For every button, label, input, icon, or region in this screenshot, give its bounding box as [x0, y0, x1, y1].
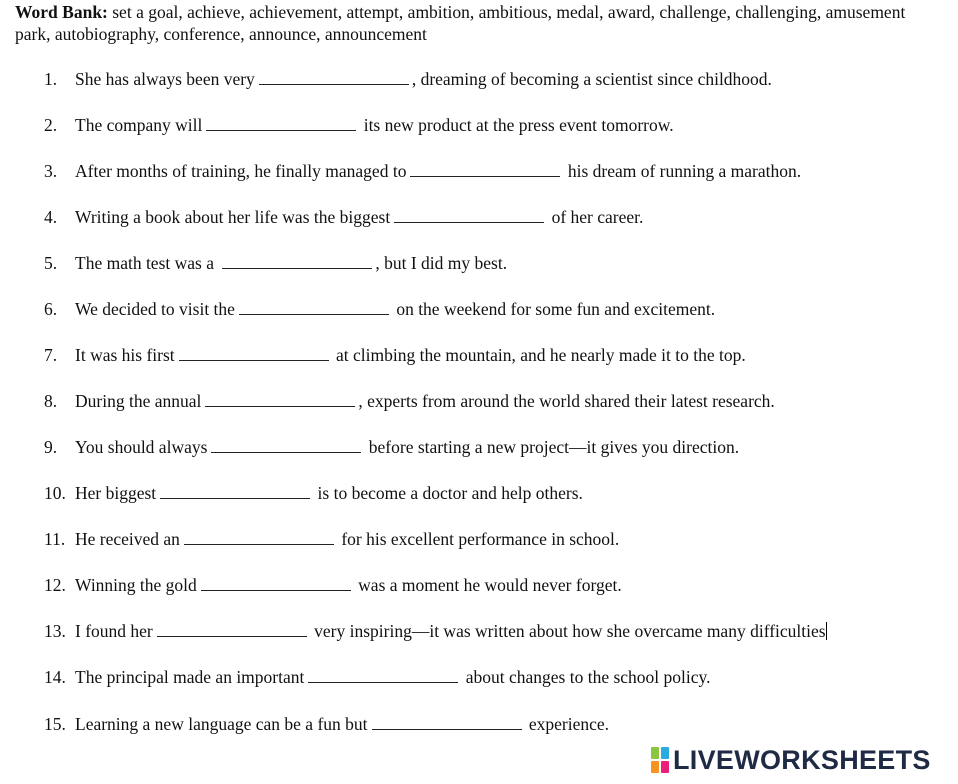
question-text-before: The math test was a [75, 253, 219, 273]
question-text-after: of her career. [547, 207, 644, 227]
question-text-after: experience. [524, 714, 610, 734]
question-9 [44, 436, 739, 458]
question-number: 10. [44, 483, 66, 503]
answer-blank-1[interactable] [259, 69, 409, 85]
question-number: 4. [44, 207, 58, 227]
question-6 [44, 298, 715, 320]
question-number: 11. [44, 529, 66, 549]
question-text-after: is to become a doctor and help others. [313, 483, 583, 503]
text-cursor [826, 622, 827, 640]
answer-blank-13[interactable] [157, 621, 307, 637]
question-number: 15. [44, 714, 66, 734]
question-10 [44, 482, 583, 504]
question-8 [44, 390, 775, 412]
question-3 [44, 160, 801, 182]
question-11 [44, 528, 619, 550]
answer-blank-8[interactable] [205, 391, 355, 407]
question-text-after: was a moment he would never forget. [353, 575, 622, 595]
answer-blank-10[interactable] [160, 483, 310, 499]
question-number: 5. [44, 253, 58, 273]
question-number: 7. [44, 345, 58, 365]
question-text-before: It was his first [75, 345, 175, 365]
question-number: 6. [44, 299, 58, 319]
question-text-before: You should always [75, 437, 208, 457]
question-text-before: Learning a new language can be a fun but [75, 714, 368, 734]
question-14 [44, 666, 711, 688]
question-text-before: I found her [75, 621, 153, 641]
question-text-after: his dream of running a marathon. [563, 161, 802, 181]
question-number: 2. [44, 115, 58, 135]
question-number: 8. [44, 391, 58, 411]
question-text-before: During the annual [75, 391, 202, 411]
question-text-before: We decided to visit the [75, 299, 235, 319]
answer-blank-15[interactable] [372, 714, 522, 730]
question-number: 12. [44, 575, 66, 595]
question-number: 14. [44, 667, 66, 687]
question-7 [44, 344, 746, 366]
question-text-before: Winning the gold [75, 575, 197, 595]
question-text-after: about changes to the school policy. [461, 667, 711, 687]
answer-blank-7[interactable] [179, 345, 329, 361]
question-text-before: He received an [75, 529, 180, 549]
question-text-before: She has always been very [75, 69, 255, 89]
question-text-before: Writing a book about her life was the biggest [75, 207, 391, 227]
question-15 [44, 713, 609, 735]
brand-name: LIVEWORKSHEETS [673, 744, 931, 775]
word-bank-label: Word Bank: [15, 2, 108, 22]
question-2 [44, 114, 674, 136]
liveworksheets-logo [651, 745, 931, 775]
question-text-after: for his excellent performance in school. [336, 529, 620, 549]
answer-blank-14[interactable] [308, 667, 458, 683]
answer-blank-3[interactable] [410, 161, 560, 177]
question-number: 9. [44, 437, 58, 457]
question-number: 1. [44, 69, 58, 89]
mark-square-4 [661, 761, 669, 773]
question-1 [44, 68, 772, 90]
question-text-after: on the weekend for some fun and excitement. [391, 299, 716, 319]
mark-square-3 [651, 761, 659, 773]
answer-blank-12[interactable] [201, 575, 351, 591]
question-text-after: very inspiring—it was written about how she overcame many difficulties [309, 621, 826, 641]
answer-blank-11[interactable] [184, 529, 334, 545]
word-bank-words: set a goal, achieve, achievement, attempt, ambition, ambitious, medal, award, challenge, challenging, amusement park, autobiography, conference, announce, announcement [15, 2, 906, 44]
question-text-after: before starting a new project—it gives you direction. [364, 437, 740, 457]
question-13 [44, 620, 827, 642]
question-number: 13. [44, 621, 66, 641]
answer-blank-5[interactable] [222, 253, 372, 269]
answer-blank-4[interactable] [394, 207, 544, 223]
question-text-after: , dreaming of becoming a scientist since childhood. [411, 69, 772, 89]
question-12 [44, 574, 622, 596]
answer-blank-2[interactable] [206, 115, 356, 131]
question-text-after: at climbing the mountain, and he nearly made it to the top. [331, 345, 746, 365]
question-text-before: Her biggest [75, 483, 157, 503]
question-text-before: After months of training, he finally managed to [75, 161, 407, 181]
question-text-before: The principal made an important [75, 667, 305, 687]
question-text-after: , experts from around the world shared their latest research. [358, 391, 775, 411]
question-5 [44, 252, 507, 274]
question-number: 3. [44, 161, 58, 181]
question-text-after: , but I did my best. [375, 253, 508, 273]
word-bank [15, 1, 945, 45]
liveworksheets-mark-icon [651, 747, 669, 773]
answer-blank-9[interactable] [211, 437, 361, 453]
question-text-before: The company will [75, 115, 203, 135]
question-4 [44, 206, 643, 228]
question-text-after: its new product at the press event tomorrow. [359, 115, 674, 135]
mark-square-1 [651, 747, 659, 759]
answer-blank-6[interactable] [239, 299, 389, 315]
mark-square-2 [661, 747, 669, 759]
